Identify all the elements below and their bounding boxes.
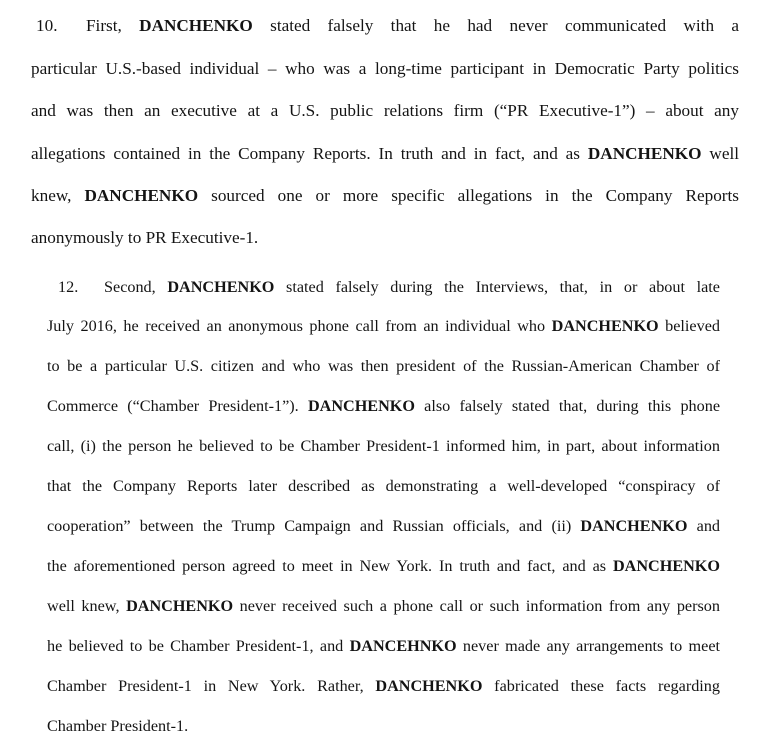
text-line [47,396,720,418]
text-run: sourced one or more specific allegations in the Company Reports [198,186,739,205]
text-run: anonymously to PR Executive-1. [31,228,259,247]
paragraph-number: 12. [58,278,79,296]
text-run: well [701,144,739,163]
text-run: and [687,517,720,535]
text-run: knew, [31,186,85,205]
text-run: cooperation” between the Trump Campaign and Russian officials, and (ii) [47,517,581,535]
text-run: the aforementioned person agreed to meet in New York. In truth and fact, and as [47,557,613,575]
text-run: he believed to be Chamber President-1, and [47,637,350,655]
text-run: to be a particular U.S. citizen and who was then president of the Russian-American Chamber of [47,357,720,375]
text-line [47,516,720,538]
text-line [47,356,720,378]
text-run: particular U.S.-based individual – who was a long-time participant in Democratic Party politics [31,59,739,78]
text-run: well knew, [47,597,127,615]
text-run: never received such a phone call or such information from any person [233,597,720,615]
text-run: stated falsely during the Interviews, that, in or about late [274,278,720,296]
defendant-name: DANCHENKO [167,278,275,296]
text-line [47,476,720,498]
text-line [31,101,739,123]
text-run: allegations contained in the Company Reports. In truth and in fact, and as [31,144,588,163]
text-line [86,16,739,38]
text-run: Chamber President-1. [47,717,189,735]
text-run: fabricated these facts regarding [482,677,720,695]
defendant-name: DANCEHNKO [349,637,457,655]
text-run: July 2016, he received an anonymous phone call from an individual who [47,317,552,335]
defendant-name: DANCHENKO [139,16,253,35]
text-run: Chamber President-1 in New York. Rather, [47,677,376,695]
text-line [104,277,720,299]
defendant-name: DANCHENKO [307,397,415,415]
text-run: First, [86,16,140,35]
text-line [47,316,720,338]
text-line [31,59,739,81]
text-line [47,716,720,738]
defendant-name: DANCHENKO [551,317,659,335]
text-line [31,144,739,166]
text-run: Commerce (“Chamber President-1”). [47,397,308,415]
text-run: believed [658,317,720,335]
text-run: Second, [104,278,168,296]
text-line [47,596,720,618]
text-line [31,228,739,250]
text-run: that the Company Reports later described as demonstrating a well-developed “conspiracy of [47,477,720,495]
text-run: and was then an executive at a U.S. public relations firm (“PR Executive-1”) – about any [31,101,739,120]
paragraph-number: 10. [36,16,58,35]
text-run: also falsely stated that, during this phone [414,397,720,415]
defendant-name: DANCHENKO [84,186,199,205]
defendant-name: DANCHENKO [612,557,720,575]
text-line [47,436,720,458]
text-run: never made any arrangements to meet [456,637,720,655]
text-line [47,636,720,658]
text-line [47,556,720,578]
text-run: stated falsely that he had never communicated with a [252,16,739,35]
defendant-name: DANCHENKO [375,677,483,695]
defendant-name: DANCHENKO [126,597,234,615]
defendant-name: DANCHENKO [580,517,688,535]
text-run: call, (i) the person he believed to be Chamber President-1 informed him, in part, about information [47,437,720,455]
defendant-name: DANCHENKO [587,144,702,163]
text-line [31,186,739,208]
text-line [47,676,720,698]
